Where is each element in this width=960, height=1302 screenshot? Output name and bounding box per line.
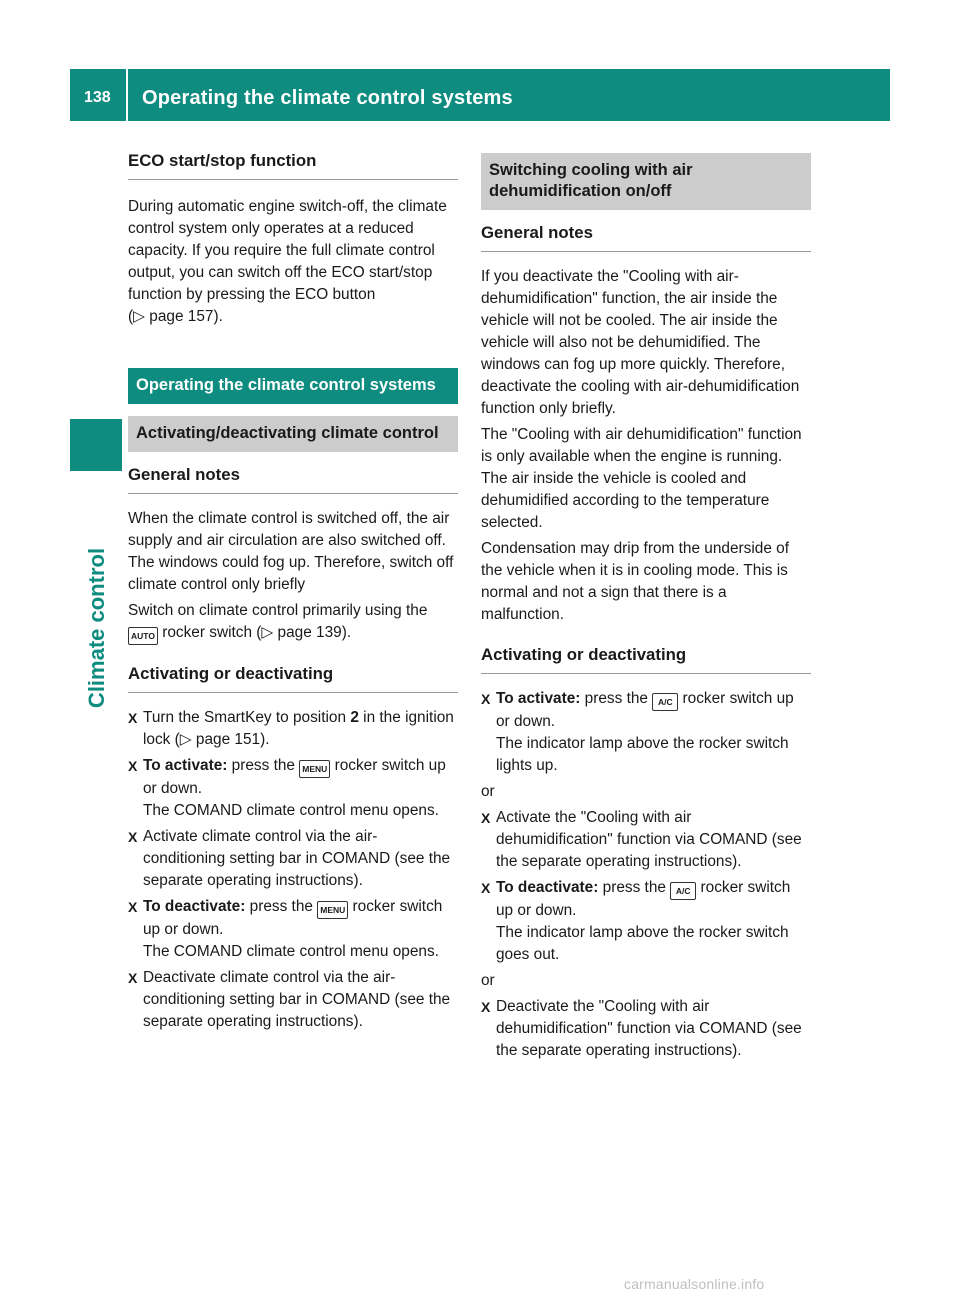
general-notes-paragraph-2: Switch on climate control primarily using the AUTO rocker switch (▷ page 139). [128,600,458,645]
ac-button-icon: A/C [670,882,696,900]
auto-page-link[interactable]: page 139 [277,624,342,641]
eco-page-link[interactable]: page 157 [149,308,214,325]
watermark: carmanualsonline.info [624,1276,765,1292]
list-item: X Activate climate control via the air-conditioning setting bar in COMAND (see the separate operating instructions). [128,828,451,889]
eco-paragraph: During automatic engine switch-off, the climate control system only operates at a reduced capacity. If you require the full climate control output, you can switch off the ECO start/stop function by pressing the ECO button (▷ page 157). [128,198,447,325]
or-separator: or [481,972,495,989]
ignition-position: 2 [350,709,359,726]
eco-text-1: During automatic engine switch-off, the climate control system only operates at a reduced capacity. If you require the full climate control output, you can switch off the ECO start/stop function by pressing the ECO button ( [128,198,447,325]
ignition-page-link[interactable]: page 151 [195,731,261,748]
menu-button-icon: MENU [317,901,348,919]
section-bar-climate-systems: Operating the climate control systems [128,368,458,404]
step-result: The COMAND climate control menu opens. [143,943,439,960]
step-result: The indicator lamp above the rocker switch goes out. [496,924,789,963]
page-title: Operating the climate control systems [142,87,513,109]
list-item: X To activate: press the A/C rocker switch up or down. The indicator lamp above the rocker switch lights up. [481,690,794,774]
ac-button-icon: A/C [652,693,678,711]
step-arrow-icon: X [128,970,138,986]
list-item: X Turn the SmartKey to position 2 in the ignition lock (▷ page 151). [128,709,454,748]
list-item: X To deactivate: press the A/C rocker switch up or down. The indicator lamp above the rocker switch goes out. [481,879,791,963]
general-notes-paragraph-1: When the climate control is switched off, the air supply and air circulation are also switched off. The windows could fog up. Therefore, switch off climate control only briefly [128,510,454,593]
side-tab-marker [70,419,122,471]
cooling-paragraph-2: The "Cooling with air dehumidification" function is only available when the engine is running. The air inside the vehicle is cooled and dehumidified according to the temperature selected. [481,426,802,531]
cooling-paragraph-3: Condensation may drip from the underside of the vehicle when it is in cooling mode. This is normal and not a sign that there is a malfunction. [481,540,789,623]
left-steps-list [128,707,458,1033]
subsection-bar-climate-control: Activating/deactivating climate control [128,416,458,452]
step-arrow-icon: X [128,758,138,774]
step-result: The COMAND climate control menu opens. [143,802,439,819]
step-arrow-icon: X [481,999,491,1015]
cooling-paragraph-1: If you deactivate the "Cooling with air-dehumidification" function, the air inside the vehicle will not be cooled. The air inside the vehicle will also not be dehumidified. The windows can fog up more quickly. Therefore, deactivate the cooling with air-dehumidification function only briefly. [481,268,800,417]
step-arrow-icon: X [481,810,491,826]
right-column [481,153,811,1062]
step-arrow-icon: X [128,829,138,845]
step-arrow-icon: X [481,691,491,707]
step-arrow-icon: X [128,710,138,726]
step-arrow-icon: X [481,880,491,896]
reference-arrow-icon: ▷ [179,731,192,748]
activating-heading: Activating or deactivating [128,663,458,693]
step-result: The indicator lamp above the rocker switch lights up. [496,735,789,774]
list-item: X To deactivate: press the MENU rocker switch up or down. The COMAND climate control menu opens. [128,898,443,960]
right-steps-list [481,688,811,777]
reference-arrow-icon: ▷ [261,624,274,641]
section-bar-cooling-dehumidification: Switching cooling with air dehumidification on/off [481,153,811,210]
reference-arrow-icon: ▷ [133,308,145,325]
right-steps-list [481,807,811,966]
auto-button-icon: AUTO [128,627,158,645]
menu-button-icon: MENU [299,760,330,778]
eco-heading: ECO start/stop function [128,150,458,180]
list-item: X Deactivate climate control via the air-conditioning setting bar in COMAND (see the separate operating instructions). [128,969,451,1030]
page-number: 138 [84,89,111,106]
activating-heading: Activating or deactivating [481,644,811,674]
general-notes-heading: General notes [128,464,458,494]
left-column [128,150,458,1033]
list-item: X To activate: press the MENU rocker switch up or down. The COMAND climate control menu opens. [128,757,446,819]
list-item: X Activate the "Cooling with air dehumidification" function via COMAND (see the separate operating instructions). [481,809,802,870]
general-notes-heading: General notes [481,222,811,252]
right-steps-list [481,996,811,1062]
or-separator: or [481,783,495,800]
step-arrow-icon: X [128,899,138,915]
side-tab-label: Climate control [84,547,109,709]
header-divider [126,69,128,121]
list-item: X Deactivate the "Cooling with air dehumidification" function via COMAND (see the separate operating instructions). [481,998,802,1059]
